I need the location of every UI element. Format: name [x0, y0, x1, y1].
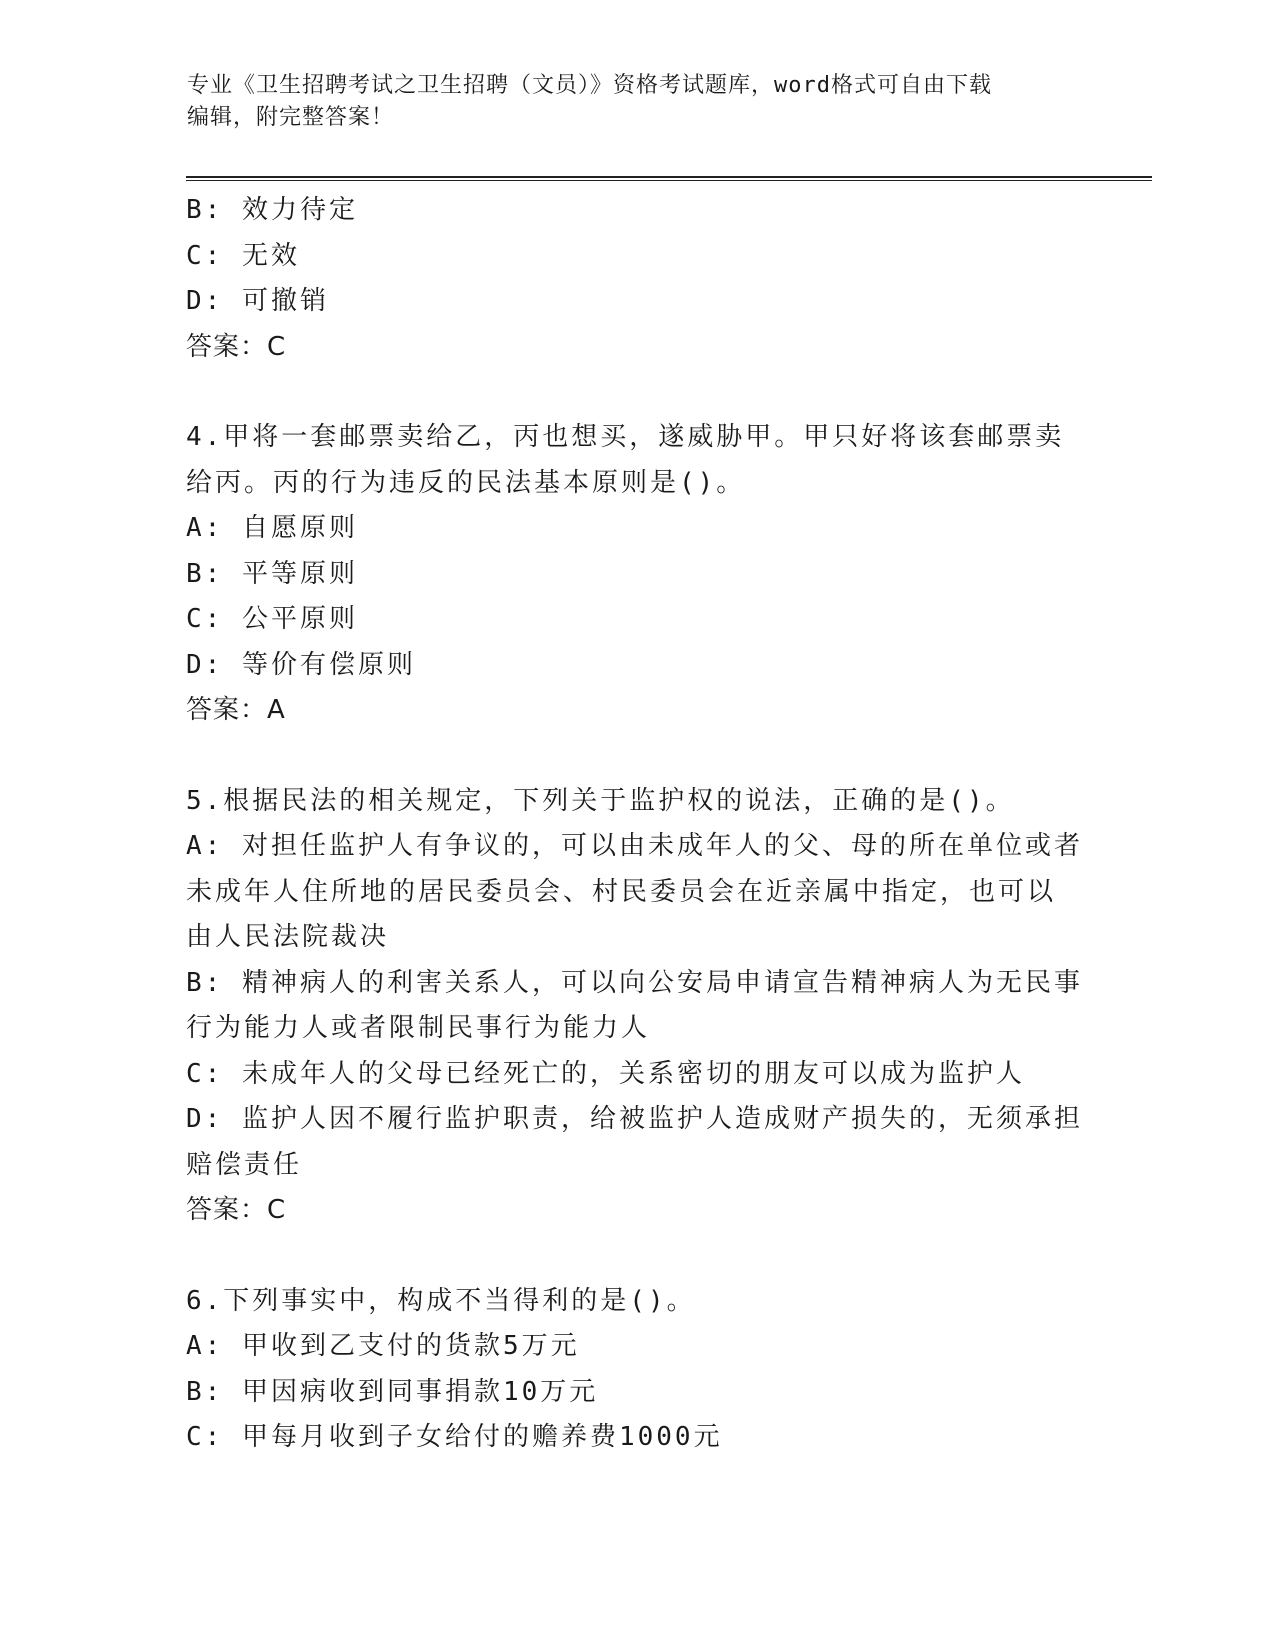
option-b: B: 平等原则	[186, 558, 358, 589]
question-6	[186, 1279, 1086, 1461]
option-d: D: 等价有偿原则	[186, 649, 416, 680]
option-d-continued: 赔偿责任	[186, 1149, 303, 1180]
option-a: A: 对担任监护人有争议的，可以由未成年人的父、母的所在单位或者	[186, 831, 1083, 861]
question-3-tail	[186, 188, 1086, 370]
option-b-continued: 行为能力人或者限制民事行为能力人	[186, 1013, 651, 1043]
option-c: C: 无效	[186, 240, 300, 271]
question-4	[186, 415, 1086, 734]
question-stem: 5.根据民法的相关规定，下列关于监护权的说法，正确的是()。	[186, 785, 1015, 816]
header-line-1: 专业《卫生招聘考试之卫生招聘（文员）》资格考试题库，word格式可自由下载	[187, 73, 992, 98]
question-stem: 4.甲将一套邮票卖给乙，丙也想买，遂威胁甲。甲只好将该套邮票卖	[186, 422, 1065, 452]
spacer	[186, 370, 1086, 415]
option-b: B: 效力待定	[186, 195, 358, 225]
document-header	[187, 70, 1067, 134]
answer: 答案：C	[186, 1195, 287, 1225]
answer: 答案：A	[186, 695, 286, 725]
spacer	[186, 1234, 1086, 1279]
answer: 答案：C	[186, 331, 287, 362]
question-stem: 给丙。丙的行为违反的民法基本原则是()。	[186, 467, 746, 498]
question-stem: 6.下列事实中，构成不当得利的是()。	[186, 1285, 696, 1316]
question-5	[186, 779, 1086, 1234]
option-d: D: 监护人因不履行监护职责，给被监护人造成财产损失的，无须承担	[186, 1104, 1083, 1134]
option-c: C: 未成年人的父母已经死亡的，关系密切的朋友可以成为监护人	[186, 1058, 1025, 1089]
option-b: B: 甲因病收到同事捐款10万元	[186, 1376, 599, 1407]
option-a-continued: 未成年人住所地的居民委员会、村民委员会在近亲属中指定，也可以	[186, 876, 1057, 907]
option-a: A: 自愿原则	[186, 513, 358, 543]
question-content	[186, 188, 1086, 1461]
option-c: C: 公平原则	[186, 604, 358, 634]
option-d: D: 可撤销	[186, 286, 329, 316]
option-a-continued: 由人民法院裁决	[186, 922, 390, 952]
spacer	[186, 734, 1086, 779]
option-b: B: 精神病人的利害关系人，可以向公安局申请宣告精神病人为无民事	[186, 967, 1083, 998]
option-a: A: 甲收到乙支付的货款5万元	[186, 1331, 580, 1361]
option-c: C: 甲每月收到子女给付的赡养费1000元	[186, 1422, 723, 1452]
header-line-2: 编辑，附完整答案！	[187, 105, 395, 130]
header-divider	[186, 176, 1152, 181]
